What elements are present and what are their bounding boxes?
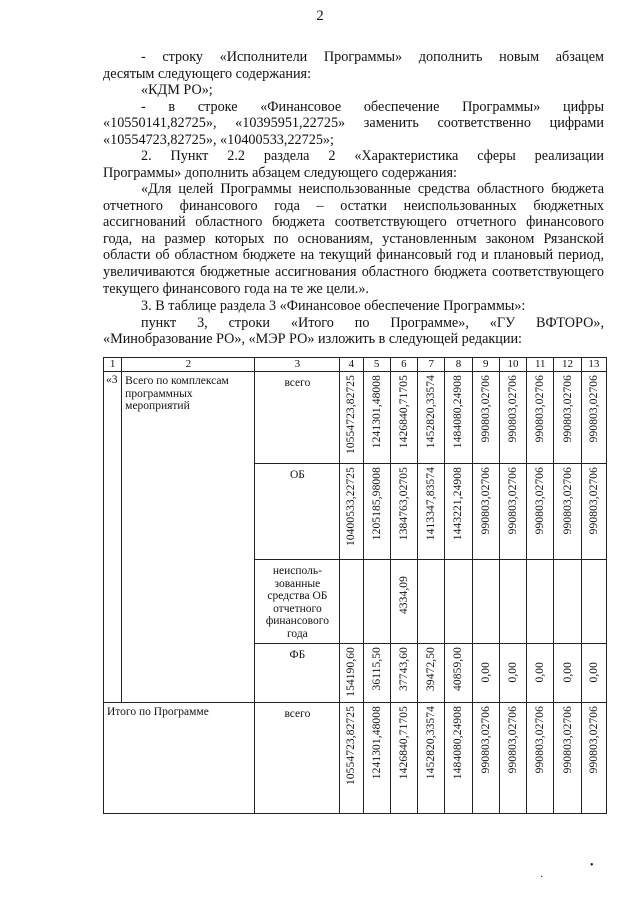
value-cell	[445, 464, 472, 560]
value-cell	[390, 644, 417, 703]
value-cell	[340, 644, 363, 703]
value-cell	[527, 703, 554, 814]
value-text: 1443221,24908	[452, 467, 465, 541]
value-text: 990803,02706	[534, 706, 547, 774]
value-text: 990803,02706	[479, 467, 492, 535]
value-cell	[390, 464, 417, 560]
value-text: 1426840,71705	[397, 375, 410, 449]
paragraph-line: 3. В таблице раздела 3 «Финансовое обеспечение Программы»:	[141, 298, 526, 314]
value-cell	[581, 703, 606, 814]
value-text: 1413347,83574	[425, 467, 438, 541]
value-text: 4334,09	[397, 576, 410, 615]
paragraph-line	[103, 148, 604, 165]
value-text: 990803,02706	[561, 467, 574, 535]
value-cell	[445, 644, 472, 703]
value-cell	[472, 372, 499, 464]
value-text: 990803,02706	[506, 375, 519, 443]
value-text: 36115,50	[370, 647, 383, 691]
header-cell: 2	[122, 358, 255, 372]
value-cell	[581, 372, 606, 464]
value-cell	[581, 464, 606, 560]
value-cell	[527, 464, 554, 560]
value-text: 154190,60	[345, 647, 358, 697]
value-text: 990803,02706	[534, 375, 547, 443]
paragraph-line	[103, 99, 604, 116]
value-text: 37743,60	[397, 647, 410, 691]
value-text: 40859,00	[452, 647, 465, 691]
text: пункт 3, строки «Итого по Программе», «ГУ ВФТОРО»,	[141, 315, 604, 331]
value-cell	[363, 703, 390, 814]
value-cell	[363, 372, 390, 464]
text: 2. Пункт 2.2 раздела 2 «Характеристика сферы реализации	[141, 148, 604, 164]
value-text: 1484080,24908	[452, 375, 465, 449]
text: - в строке «Финансовое обеспечение Программы» цифры	[141, 99, 604, 115]
value-text: 990803,02706	[561, 706, 574, 774]
header-cell: 3	[255, 358, 340, 372]
value-text: 1241301,48008	[370, 706, 383, 780]
total-name: Итого по Программе	[104, 703, 255, 814]
value-text: 990803,02706	[587, 706, 600, 774]
value-cell	[554, 372, 581, 464]
header-cell: 5	[363, 358, 390, 372]
header-cell: 12	[554, 358, 581, 372]
value-cell	[445, 372, 472, 464]
value-cell	[554, 644, 581, 703]
paragraph-line	[103, 315, 604, 332]
value-cell	[472, 644, 499, 703]
value-text: 0,00	[587, 662, 600, 683]
value-cell	[527, 560, 554, 644]
value-text: 0,00	[561, 662, 574, 683]
value-text: 1384763,02705	[397, 467, 410, 541]
value-text: 990803,02706	[479, 375, 492, 443]
page-number: 2	[316, 8, 324, 24]
scan-mark: ·	[540, 872, 544, 883]
value-text: 10400533,22725	[345, 467, 358, 547]
value-cell	[418, 560, 445, 644]
value-cell	[340, 703, 363, 814]
value-cell	[445, 560, 472, 644]
header-cell: 10	[499, 358, 526, 372]
value-text: 10554723,82725	[345, 706, 358, 786]
header-cell: 7	[418, 358, 445, 372]
paragraph-line: десятым следующего содержания:	[103, 66, 312, 82]
paragraph-line: «Минобразование РО», «МЭР РО» изложить в следующей редакции:	[103, 331, 522, 347]
value-cell	[418, 703, 445, 814]
value-text: 1241301,48008	[370, 375, 383, 449]
value-cell	[418, 464, 445, 560]
value-cell	[499, 372, 526, 464]
value-cell	[554, 560, 581, 644]
value-text: 1484080,24908	[452, 706, 465, 780]
value-cell	[418, 644, 445, 703]
paragraph-line	[103, 49, 604, 66]
value-cell	[340, 464, 363, 560]
value-cell	[390, 560, 417, 644]
value-cell	[499, 464, 526, 560]
row-label: всего	[255, 703, 340, 814]
header-cell: 1	[104, 358, 122, 372]
text: - строку «Исполнители Программы» дополнить новым абзацем	[141, 49, 604, 65]
row-number: «3	[104, 372, 122, 703]
finance-table	[103, 357, 607, 814]
value-text: 1452820,33574	[425, 706, 438, 780]
value-text: 990803,02706	[506, 467, 519, 535]
value-cell	[472, 464, 499, 560]
value-cell	[390, 372, 417, 464]
value-cell	[554, 464, 581, 560]
header-cell: 6	[390, 358, 417, 372]
value-text: 990803,02706	[534, 467, 547, 535]
header-cell: 13	[581, 358, 606, 372]
value-cell	[472, 560, 499, 644]
row-label: всего	[255, 372, 340, 464]
paragraph-line: «10554723,82725», «10400533,22725»;	[103, 132, 334, 148]
row-label: ФБ	[255, 644, 340, 703]
paragraph-line: «10550141,82725», «10395951,22725» заменить соответственно цифрами	[103, 115, 604, 131]
value-text: 1452820,33574	[425, 375, 438, 449]
value-text: 0,00	[506, 662, 519, 683]
header-row	[104, 358, 607, 372]
value-cell	[581, 644, 606, 703]
header-cell: 11	[527, 358, 554, 372]
value-text: 10554723,82725	[345, 375, 358, 455]
value-text: 990803,02706	[587, 467, 600, 535]
paragraph-line: «КДМ РО»;	[141, 82, 213, 98]
table-row	[104, 372, 607, 464]
value-cell	[499, 703, 526, 814]
header-cell: 9	[472, 358, 499, 372]
header-cell: 8	[445, 358, 472, 372]
value-cell	[554, 703, 581, 814]
value-cell	[418, 372, 445, 464]
value-cell	[499, 644, 526, 703]
value-cell	[581, 560, 606, 644]
definition-paragraph: «Для целей Программы неиспользованные средства областного бюджета отчетного финансового года – остатки неиспользованных бюджетных ассигнований областного бюджета соответствующего отчетного финансового года, на размер которых по основаниям, установленным законом Рязанской области об областном бюджете на текущий финансовый год и плановый период, увеличиваются бюджетные ассигнования областного бюджета соответствующего текущего финансового года на те же цели.».	[103, 181, 604, 297]
value-text: 39472,50	[425, 647, 438, 691]
value-text: 0,00	[479, 662, 492, 683]
value-text: 1205185,98008	[370, 467, 383, 541]
value-cell	[499, 560, 526, 644]
value-cell	[363, 560, 390, 644]
group-name: Всего по комплексам программных мероприятий	[122, 372, 255, 703]
value-cell	[363, 644, 390, 703]
value-cell	[445, 703, 472, 814]
row-label: ОБ	[255, 464, 340, 560]
value-text: 990803,02706	[587, 375, 600, 443]
scan-mark: •	[590, 860, 594, 871]
value-cell	[340, 372, 363, 464]
paragraph-line: Программы» дополнить абзацем следующего содержания:	[103, 165, 457, 181]
header-cell: 4	[340, 358, 363, 372]
value-text: 990803,02706	[506, 706, 519, 774]
value-cell	[472, 703, 499, 814]
value-cell	[340, 560, 363, 644]
value-cell	[527, 372, 554, 464]
value-cell	[390, 703, 417, 814]
value-cell	[363, 464, 390, 560]
value-text: 0,00	[534, 662, 547, 683]
value-cell	[527, 644, 554, 703]
value-text: 990803,02706	[479, 706, 492, 774]
value-text: 990803,02706	[561, 375, 574, 443]
value-text: 1426840,71705	[397, 706, 410, 780]
table-row-total	[104, 703, 607, 814]
row-label: неисполь-зованные средства ОБ отчетного финансового года	[255, 560, 340, 644]
